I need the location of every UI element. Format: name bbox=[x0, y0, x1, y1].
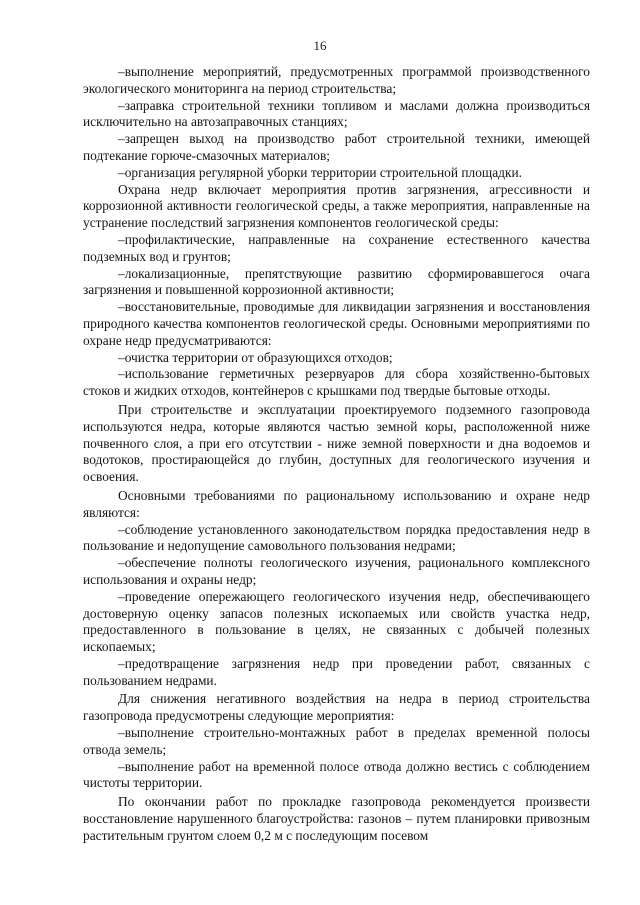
paragraph: Для снижения негативного воздействия на недра в период строительства газопровода предусмотрены следующие мероприятия: bbox=[83, 691, 590, 724]
paragraph: –выполнение мероприятий, предусмотренных программой производственного экологического мониторинга на период строительства; bbox=[83, 64, 590, 96]
paragraph: –обеспечение полноты геологического изучения, рационального комплексного использования и охраны недр; bbox=[83, 555, 590, 587]
paragraph: –организация регулярной уборки территории строительной площадки. bbox=[118, 164, 523, 180]
paragraph: –предотвращение загрязнения недр при проведении работ, связанных с пользованием недрами. bbox=[83, 655, 590, 688]
paragraph: –использование герметичных резервуаров для сбора хозяйственно-бытовых стоков и жидких отходов, контейнеров с крышками под твердые бытовые отходы. bbox=[83, 366, 590, 399]
paragraph: –локализационные, препятствующие развитию сформировавшегося очага загрязнения и повышенной коррозионной активности; bbox=[83, 265, 590, 298]
paragraph: –восстановительные, проводимые для ликвидации загрязнения и восстановления природного качества компонентов геологической среды. Основными мероприятиями по охране недр предусматриваются: bbox=[83, 299, 590, 348]
paragraph: Основными требованиями по рациональному использованию и охране недр являются: bbox=[83, 487, 590, 520]
body-text bbox=[83, 64, 590, 845]
paragraph: При строительстве и эксплуатации проектируемого подземного газопровода используются недра, которые являются частью земной коры, расположенной ниже почвенного слоя, а при его отсутствии - ниже земной поверхности и дна водоемов и водотоков, простирающейся до глубин, доступных для геологического изучения и освоения. bbox=[83, 401, 590, 485]
paragraph: –профилактические, направленные на сохранение естественного качества подземных вод и грунтов; bbox=[83, 231, 590, 264]
paragraph: –запрещен выход на производство работ строительной техники, имеющей подтекание горюче-смазочных материалов; bbox=[83, 131, 590, 163]
paragraph: Охрана недр включает мероприятия против загрязнения, агрессивности и коррозионной активности геологической среды, а также мероприятия, направленные на устранение последствий загрязнения компонентов геологической среды: bbox=[83, 181, 590, 231]
paragraph: –проведение опережающего геологического изучения недр, обеспечивающего достоверную оценку запасов полезных ископаемых или свойств участка недр, предоставленного в пользование в целях, не связанных с добычей полезных ископаемых; bbox=[83, 588, 590, 655]
page-number: 16 bbox=[313, 38, 327, 53]
paragraph: –соблюдение установленного законодательством порядка предоставления недр в пользование и недопущение самовольного пользования недрами; bbox=[83, 521, 590, 554]
paragraph: –выполнение работ на временной полосе отвода должно вестись с соблюдением чистоты территории. bbox=[83, 758, 590, 791]
paragraph: –выполнение строительно-монтажных работ в пределах временной полосы отвода земель; bbox=[83, 725, 590, 757]
paragraph: –заправка строительной техники топливом и маслами должна производиться исключительно на автозаправочных станциях; bbox=[83, 97, 590, 130]
paragraph: –очистка территории от образующихся отходов; bbox=[118, 349, 393, 365]
paragraph: По окончании работ по прокладке газопровода рекомендуется произвести восстановление нарушенного благоустройства: газонов – путем планировки привозным растительным грунтом слоем 0,2 м с последующим посевом bbox=[83, 794, 590, 843]
